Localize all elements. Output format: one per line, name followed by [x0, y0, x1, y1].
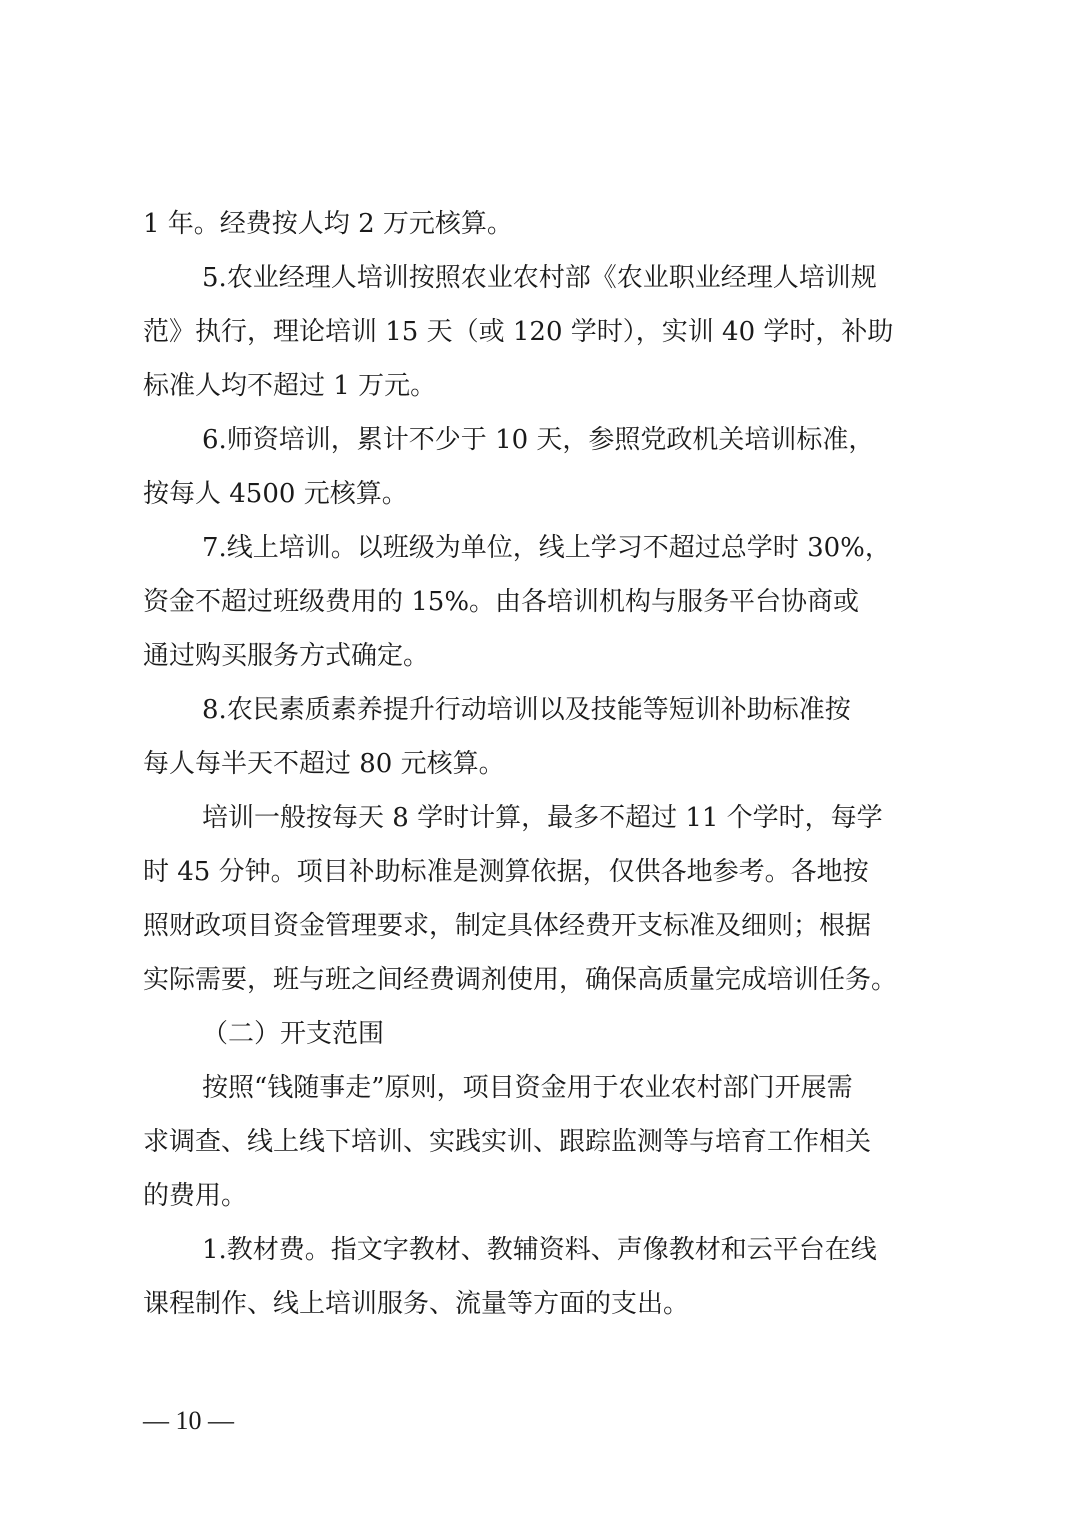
- text-line: 范》执行，理论培训 15 天（或 120 学时），实训 40 学时，补助: [143, 317, 894, 347]
- text-line: 1.教材费。指文字教材、教辅资料、声像教材和云平台在线: [202, 1235, 877, 1265]
- text-line: 7.线上培训。以班级为单位，线上学习不超过总学时 30%，: [202, 533, 891, 563]
- text-line: 通过购买服务方式确定。: [143, 641, 430, 671]
- text-line: 时 45 分钟。项目补助标准是测算依据，仅供各地参考。各地按: [143, 857, 869, 887]
- text-line: 标准人均不超过 1 万元。: [143, 371, 437, 401]
- text-line: 培训一般按每天 8 学时计算，最多不超过 11 个学时，每学: [202, 803, 883, 833]
- text-line: 的费用。: [143, 1181, 248, 1211]
- section-heading: （二）开支范围: [202, 1019, 385, 1049]
- text-line: 按照“钱随事走”原则，项目资金用于农业农村部门开展需: [202, 1073, 853, 1103]
- text-line: 照财政项目资金管理要求，制定具体经费开支标准及细则；根据: [143, 911, 872, 941]
- text-line: 资金不超过班级费用的 15%。由各培训机构与服务平台协商或: [143, 587, 860, 617]
- text-line: 每人每半天不超过 80 元核算。: [143, 749, 505, 779]
- text-line: 实际需要，班与班之间经费调剂使用，确保高质量完成培训任务。: [143, 965, 898, 995]
- text-line: 1 年。经费按人均 2 万元核算。: [143, 209, 513, 239]
- text-line: 5.农业经理人培训按照农业农村部《农业职业经理人培训规: [202, 263, 877, 293]
- text-line: 8.农民素质素养提升行动培训以及技能等短训补助标准按: [202, 695, 851, 725]
- text-line: 按每人 4500 元核算。: [143, 479, 408, 509]
- page-number: — 10 —: [143, 1406, 234, 1435]
- text-line: 课程制作、线上培训服务、流量等方面的支出。: [143, 1289, 690, 1319]
- text-line: 6.师资培训，累计不少于 10 天，参照党政机关培训标准，: [202, 425, 875, 455]
- text-line: 求调查、线上线下培训、实践实训、跟踪监测等与培育工作相关: [143, 1127, 872, 1157]
